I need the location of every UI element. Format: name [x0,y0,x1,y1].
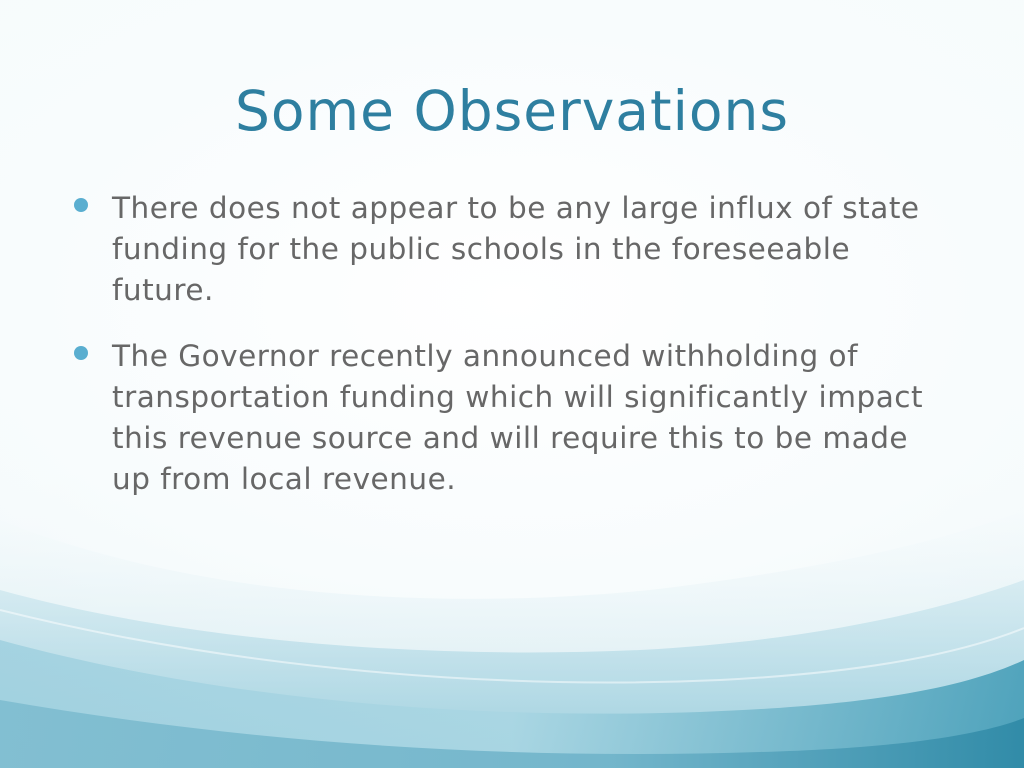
bullet-item [72,336,952,500]
bullet-item [72,188,952,311]
bullet-list [72,188,952,525]
bullet-dot-icon [74,198,88,212]
slide-title: Some Observations [234,79,790,143]
bullet-text: There does not appear to be any large influx of state funding for the public schools in the foreseeable future. [112,191,920,307]
bullet-text: The Governor recently announced withholding of transportation funding which will significantly impact this revenue source and will require this to be made up from local revenue. [112,339,924,496]
bullet-dot-icon [74,346,88,360]
